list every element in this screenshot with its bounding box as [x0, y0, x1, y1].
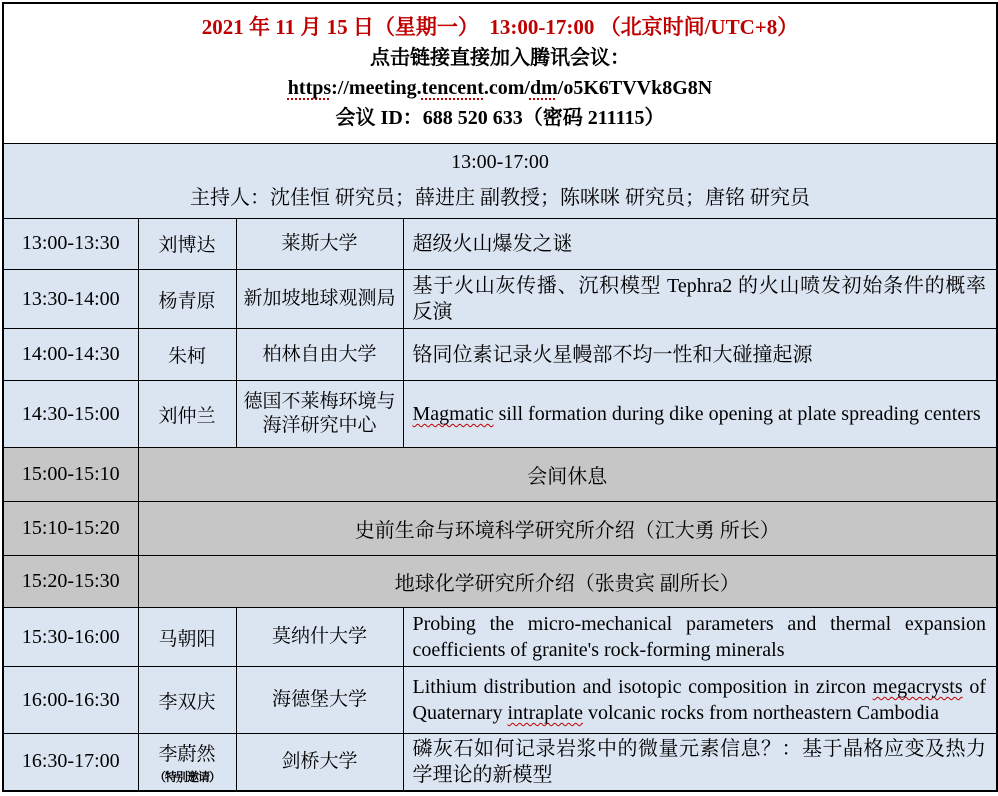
speaker-institution: 柏林自由大学 [236, 329, 403, 381]
url-part: dm [529, 77, 558, 100]
speaker-name: 马朝阳 [138, 608, 236, 667]
table-row [3, 556, 997, 608]
talk-title: Probing the micro-mechanical parameters and thermal expansion coefficients of granite's rock-forming minerals [403, 608, 997, 667]
spellchecked-word: megacrysts [872, 676, 963, 699]
speaker-name-text: 李蔚然 [158, 743, 216, 765]
talk-title: 磷灰石如何记录岩浆中的微量元素信息？：基于晶格应变及热力学理论的新模型 [403, 733, 997, 791]
talk-title-text: sill formation during dike opening at plate spreading centers [493, 403, 981, 426]
table-row [3, 608, 997, 667]
special-invite-note: （特别邀请） [153, 769, 220, 784]
table-row [3, 733, 997, 791]
meeting-info-cell [3, 3, 997, 143]
talk-time: 13:30-14:00 [3, 270, 138, 329]
talk-title [403, 667, 997, 733]
talk-title-text: of Quaternary [412, 676, 987, 725]
session-header-cell [3, 143, 997, 218]
meeting-info-row [3, 3, 997, 143]
speaker-name: 刘仲兰 [138, 381, 236, 447]
break-time: 15:10-15:20 [3, 501, 138, 555]
table-row [3, 329, 997, 381]
speaker-name [138, 733, 236, 791]
url-part: tencent [421, 77, 484, 100]
session-header-row [3, 143, 997, 218]
url-part: .com/ [483, 77, 530, 100]
speaker-name: 刘博达 [138, 218, 236, 269]
url-part: https [287, 77, 332, 100]
url-part: /o5K6TVVk8G8N [557, 77, 713, 100]
speaker-institution: 剑桥大学 [236, 733, 403, 791]
intro-label: 史前生命与环境科学研究所介绍（江大勇 所长） [138, 501, 997, 555]
speaker-name: 李双庆 [138, 667, 236, 733]
meeting-date-line: 2021 年 11 月 15 日（星期一） 13:00-17:00 （北京时间/UTC+8） [201, 15, 799, 40]
talk-title-text: volcanic rocks from northeastern Cambodia [582, 702, 939, 725]
talk-title: 基于火山灰传播、沉积模型 Tephra2 的火山喷发初始条件的概率反演 [403, 270, 997, 329]
table-row [3, 218, 997, 269]
talk-title [403, 381, 997, 447]
break-label: 会间休息 [138, 447, 997, 501]
table-row [3, 381, 997, 447]
talk-time: 16:00-16:30 [3, 667, 138, 733]
table-row [3, 270, 997, 329]
break-time: 15:20-15:30 [3, 556, 138, 608]
table-row [3, 447, 997, 501]
speaker-name: 朱柯 [138, 329, 236, 381]
speaker-institution: 新加坡地球观测局 [236, 270, 403, 329]
table-row [3, 501, 997, 555]
intro-label: 地球化学研究所介绍（张贵宾 副所长） [138, 556, 997, 608]
speaker-institution: 德国不莱梅环境与海洋研究中心 [236, 381, 403, 447]
break-time: 15:00-15:10 [3, 447, 138, 501]
talk-time: 15:30-16:00 [3, 608, 138, 667]
table-row [3, 667, 997, 733]
speaker-name: 杨青原 [138, 270, 236, 329]
url-part: ://meeting. [331, 77, 422, 100]
talk-time: 14:00-14:30 [3, 329, 138, 381]
talk-title-text: Lithium distribution and isotopic composition in zircon [412, 676, 873, 699]
session-time-range: 13:00-17:00 [451, 151, 549, 173]
session-hosts-line: 主持人：沈佳恒 研究员；薛进庄 副教授；陈咪咪 研究员；唐铭 研究员 [190, 187, 811, 210]
talk-time: 13:00-13:30 [3, 218, 138, 269]
join-instruction: 点击链接直接加入腾讯会议： [370, 47, 631, 70]
meeting-id-line: 会议 ID：688 520 633（密码 211115） [335, 107, 665, 130]
speaker-institution: 海德堡大学 [236, 667, 403, 733]
conference-schedule-table [2, 2, 998, 792]
speaker-institution: 莱斯大学 [236, 218, 403, 269]
meeting-url-link[interactable] [4, 75, 996, 102]
speaker-institution: 莫纳什大学 [236, 608, 403, 667]
talk-time: 14:30-15:00 [3, 381, 138, 447]
talk-title: 超级火山爆发之谜 [403, 218, 997, 269]
spellchecked-word: Magmatic [412, 403, 494, 426]
talk-time: 16:30-17:00 [3, 733, 138, 791]
talk-title: 铬同位素记录火星幔部不均一性和大碰撞起源 [403, 329, 997, 381]
spellchecked-word: intraplate [507, 702, 583, 725]
